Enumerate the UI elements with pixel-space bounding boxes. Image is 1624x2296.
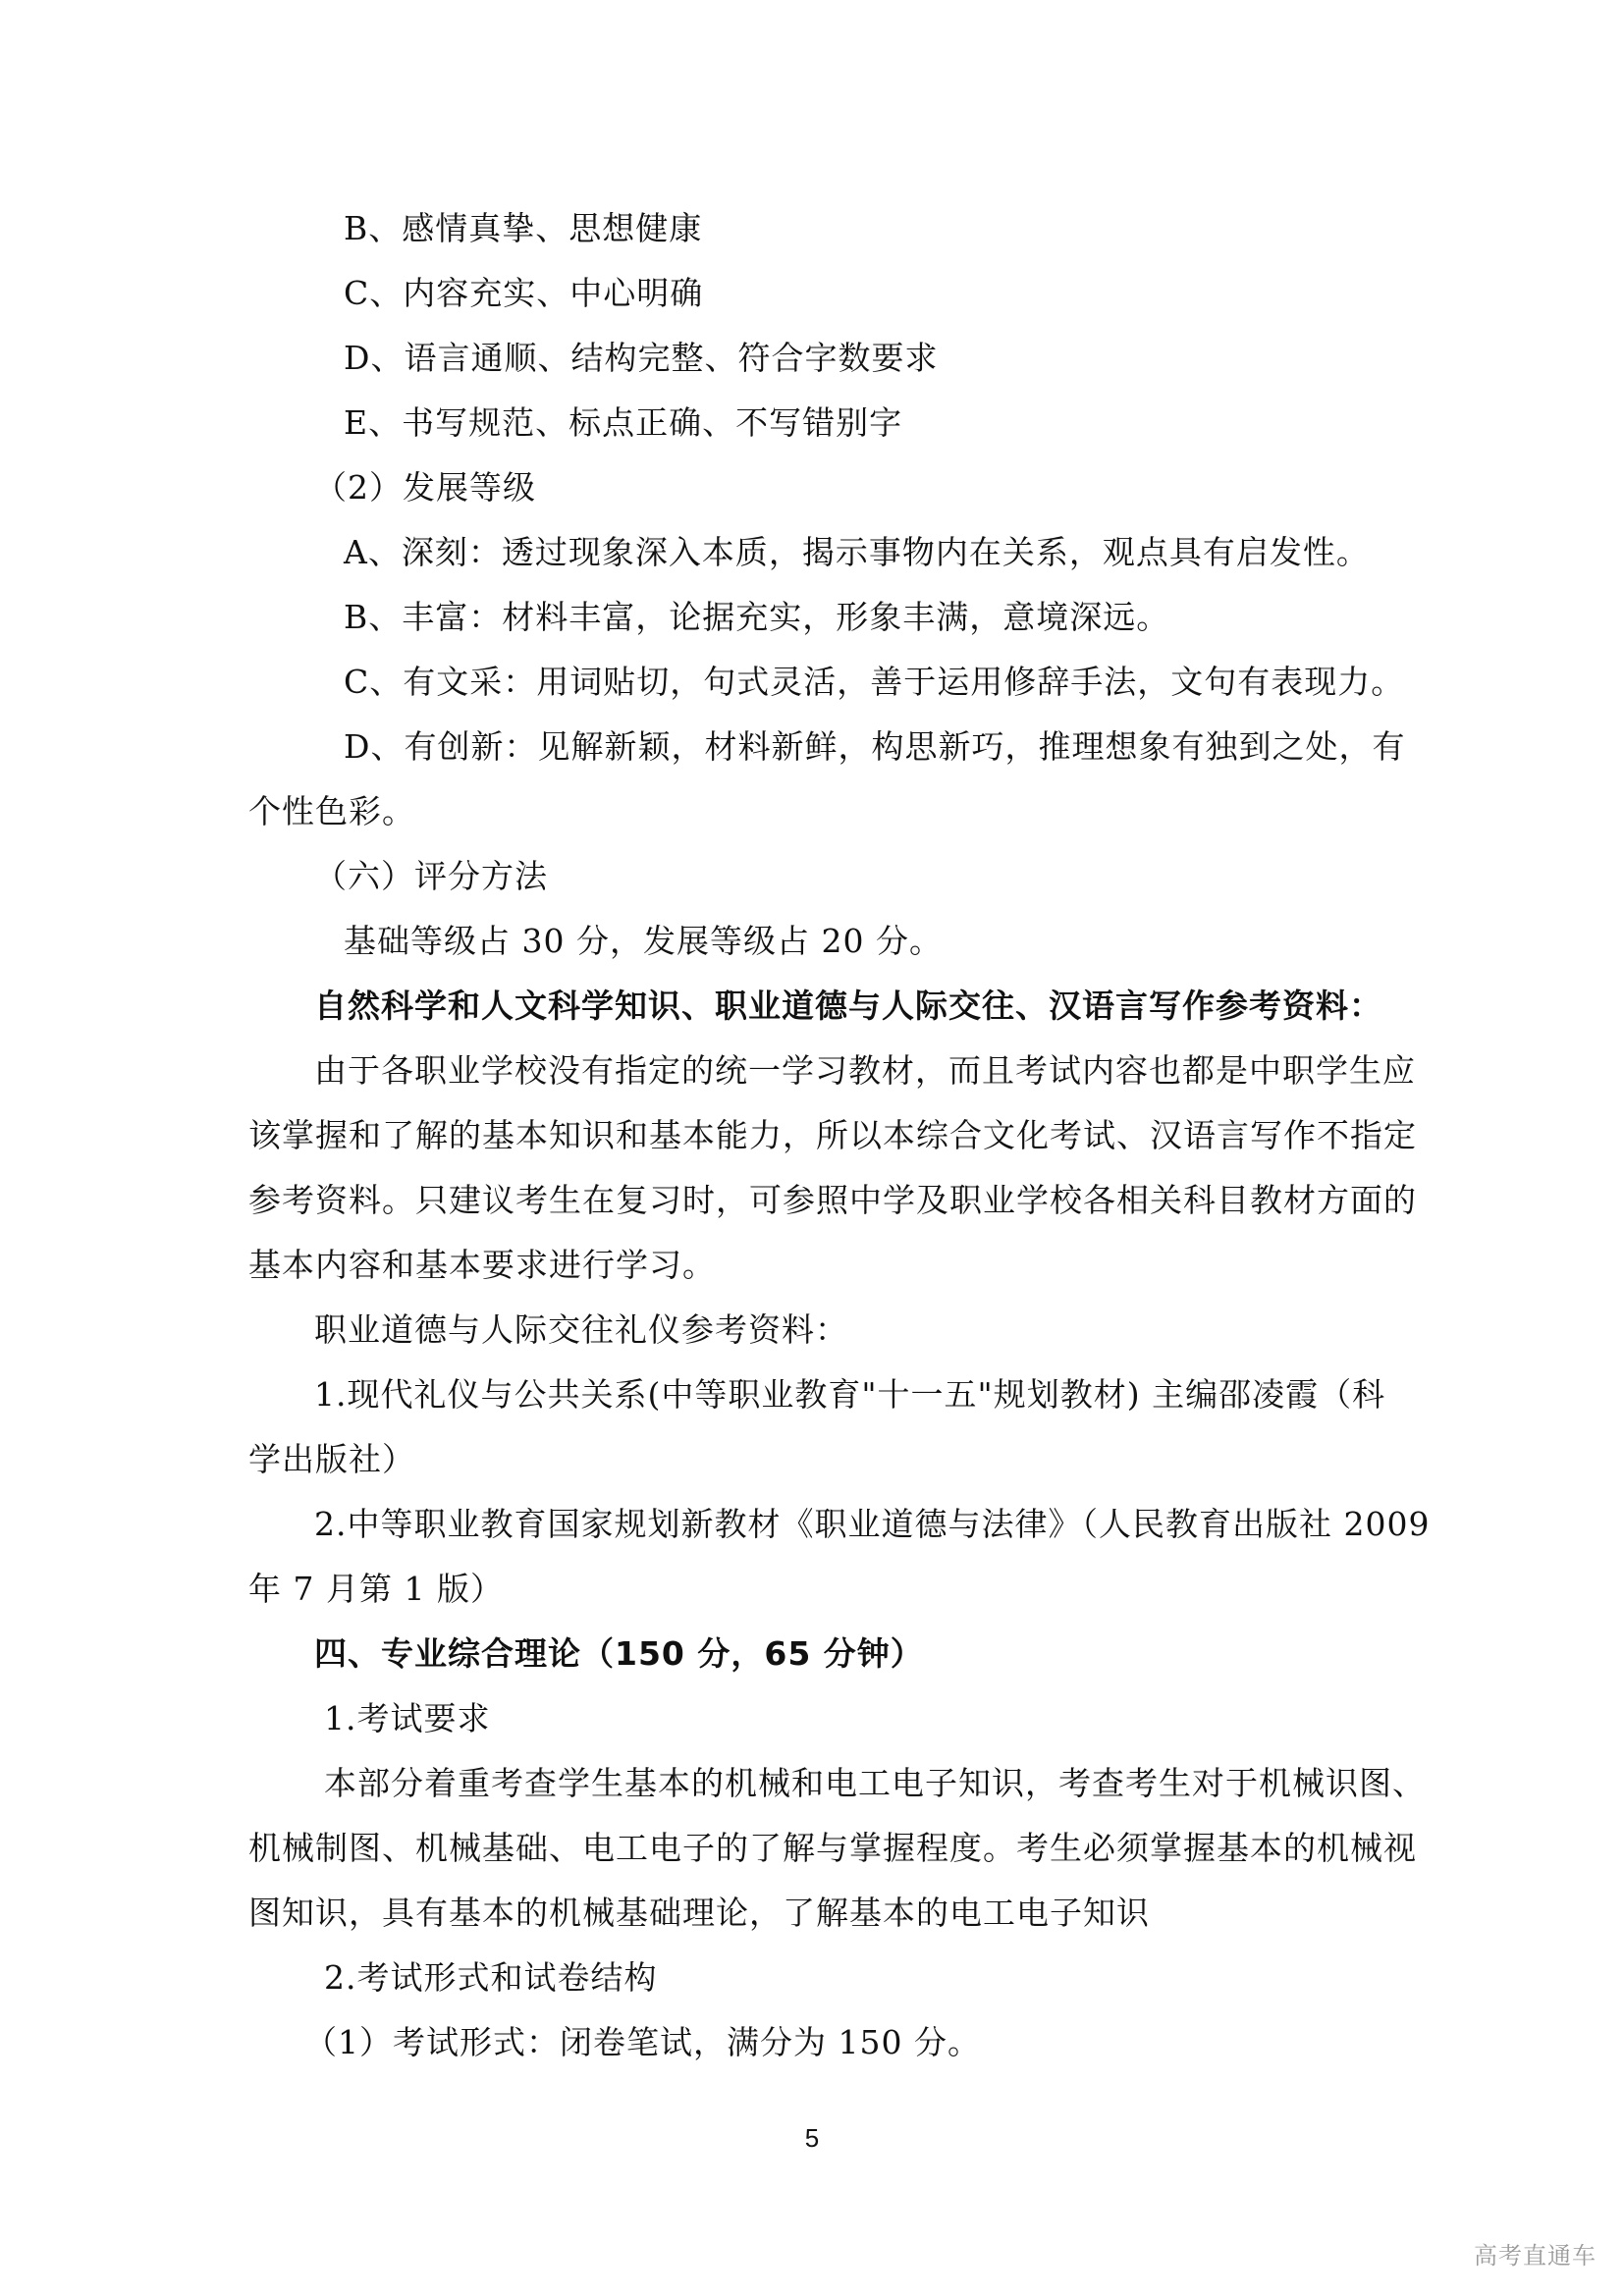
development-a-line: A、深刻：透过现象深入本质，揭示事物内在关系，观点具有启发性。 (344, 533, 1370, 571)
scoring-method-heading: （六）评分方法 (314, 857, 548, 895)
paragraph-line: 机械制图、机械基础、电工电子的了解与掌握程度。考生必须掌握基本的机械视 (248, 1829, 1417, 1867)
criteria-d-line: D、语言通顺、结构完整、符合字数要求 (344, 339, 939, 377)
exam-requirements-heading: 1.考试要求 (324, 1699, 491, 1737)
development-level-heading: （2）发展等级 (314, 468, 536, 507)
development-b-line: B、丰富：材料丰富，论据充实，形象丰满，意境深远。 (344, 598, 1170, 636)
paragraph-line: 本部分着重考查学生基本的机械和电工电子知识，考查考生对于机械识图、 (324, 1764, 1426, 1802)
scoring-method-line: 基础等级占 30 分，发展等级占 20 分。 (344, 922, 943, 960)
section-four-heading: 四、专业综合理论（150 分，65 分钟） (314, 1634, 924, 1673)
reference-item-1-cont: 学出版社） (248, 1440, 415, 1478)
etiquette-reference-heading: 职业道德与人际交往礼仪参考资料： (314, 1310, 848, 1349)
paragraph-line: 该掌握和了解的基本知识和基本能力，所以本综合文化考试、汉语言写作不指定 (248, 1116, 1417, 1154)
criteria-e-line: E、书写规范、标点正确、不写错别字 (344, 403, 903, 442)
page-number: 5 (804, 2123, 820, 2153)
reference-item-1: 1.现代礼仪与公共关系(中等职业教育"十一五"规划教材) 主编邵凌霞（科 (314, 1375, 1386, 1414)
paragraph-line: 基本内容和基本要求进行学习。 (248, 1246, 716, 1284)
exam-format-heading: 2.考试形式和试卷结构 (324, 1958, 658, 1997)
reference-item-2-cont: 年 7 月第 1 版） (248, 1570, 504, 1608)
reference-materials-heading: 自然科学和人文科学知识、职业道德与人际交往、汉语言写作参考资料： (314, 987, 1382, 1025)
watermark-text: 高考直通车 (1474, 2242, 1597, 2269)
criteria-b-line: B、感情真挚、思想健康 (344, 209, 703, 247)
paragraph-line: 由于各职业学校没有指定的统一学习教材，而且考试内容也都是中职学生应 (314, 1051, 1416, 1090)
development-d-line-cont: 个性色彩。 (248, 792, 415, 830)
paragraph-line: 参考资料。只建议考生在复习时，可参照中学及职业学校各相关科目教材方面的 (248, 1181, 1417, 1219)
exam-format-line: （1）考试形式：闭卷笔试，满分为 150 分。 (304, 2023, 981, 2061)
criteria-c-line: C、内容充实、中心明确 (344, 274, 704, 312)
reference-item-2: 2.中等职业教育国家规划新教材《职业道德与法律》（人民教育出版社 2009 (314, 1505, 1431, 1543)
development-c-line: C、有文采：用词贴切，句式灵活，善于运用修辞手法，文句有表现力。 (344, 663, 1405, 701)
paragraph-line: 图知识，具有基本的机械基础理论，了解基本的电工电子知识 (248, 1894, 1150, 1932)
development-d-line: D、有创新：见解新颖，材料新鲜，构思新巧，推理想象有独到之处，有 (344, 727, 1406, 766)
